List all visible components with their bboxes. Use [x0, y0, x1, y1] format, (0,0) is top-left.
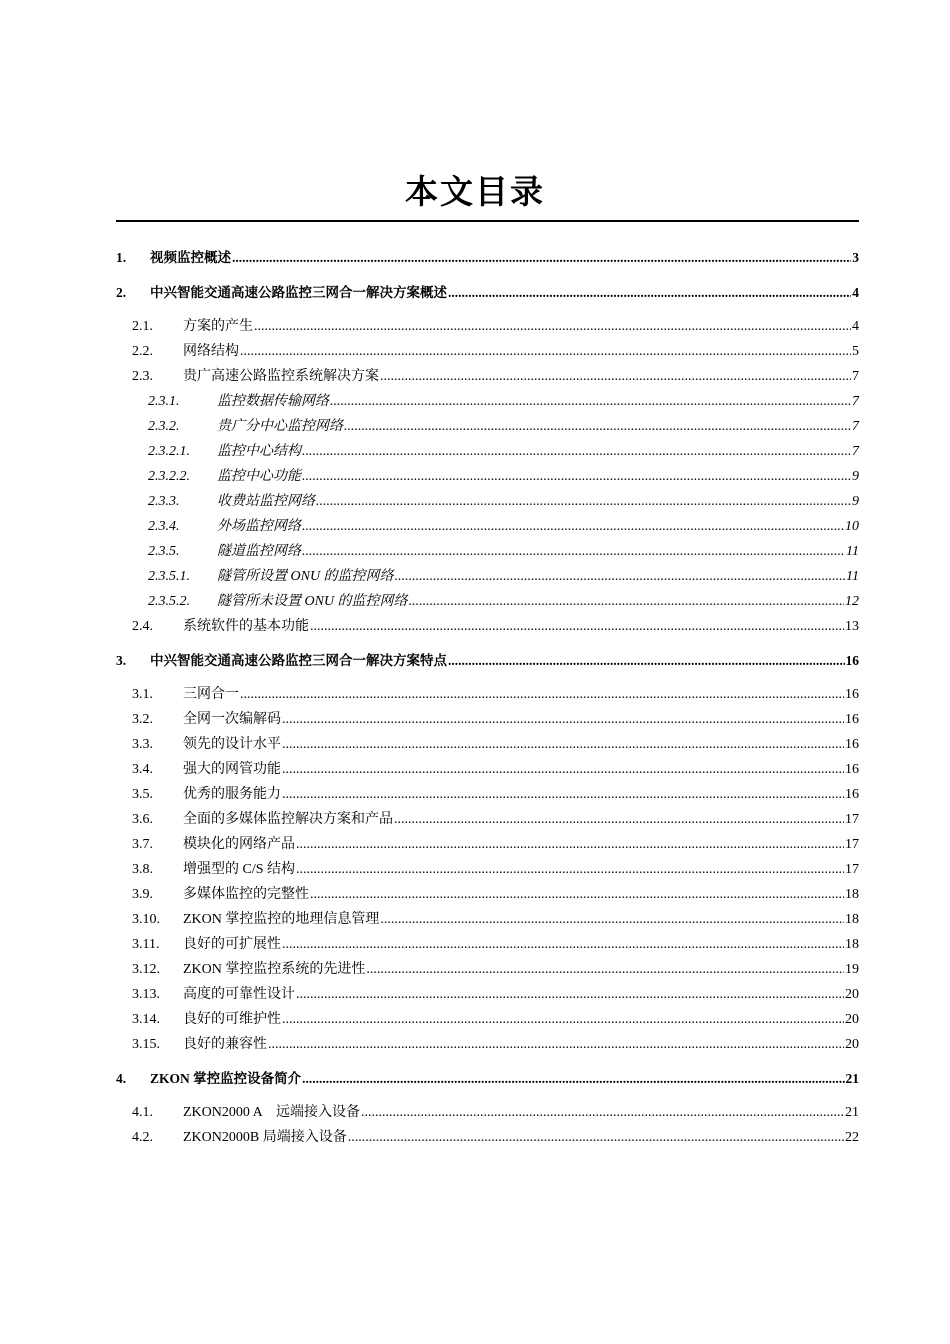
toc-dot-leader	[282, 787, 844, 803]
toc-entry-page-number: 17	[845, 862, 859, 877]
toc-entry-title[interactable]: 领先的设计水平	[183, 737, 281, 752]
toc-entry[interactable]	[132, 683, 859, 703]
toc-dot-leader	[302, 1071, 844, 1087]
toc-entry-title[interactable]: 增强型的 C/S 结构	[183, 862, 296, 877]
toc-dot-leader	[296, 837, 844, 853]
toc-entry-title[interactable]: 贵广高速公路监控系统解决方案	[183, 369, 379, 384]
toc-dot-leader	[254, 319, 851, 335]
toc-dot-leader	[316, 494, 851, 510]
toc-dot-leader	[232, 250, 851, 266]
toc-entry-page-number: 12	[845, 594, 859, 609]
toc-entry-number: 4.2.	[132, 1130, 153, 1145]
toc-entry-number: 2.3.4.	[148, 519, 180, 534]
toc-dot-leader	[361, 1105, 844, 1121]
toc-entry[interactable]	[148, 490, 859, 510]
toc-dot-leader	[448, 653, 845, 669]
toc-entry-number: 3.9.	[132, 887, 153, 902]
toc-dot-leader	[282, 762, 844, 778]
toc-entry-page-number: 4	[852, 285, 859, 300]
toc-dot-leader	[282, 737, 844, 753]
toc-entry-number: 2.1.	[132, 319, 153, 334]
toc-entry-title[interactable]: 全网一次编解码	[183, 712, 281, 727]
toc-entry[interactable]	[132, 315, 859, 335]
toc-entry[interactable]	[132, 708, 859, 728]
toc-entry-page-number: 16	[845, 712, 859, 727]
toc-entry-title[interactable]: ZKON2000 A 远端接入设备	[183, 1105, 360, 1120]
toc-entry[interactable]	[132, 908, 859, 928]
toc-dot-leader	[344, 419, 851, 435]
toc-entry-title[interactable]: 系统软件的基本功能	[183, 619, 309, 634]
toc-entry[interactable]	[132, 833, 859, 853]
toc-entry-number: 3.10.	[132, 912, 160, 927]
toc-entry-number: 2.3.1.	[148, 394, 180, 409]
toc-dot-leader	[366, 962, 844, 978]
toc-entry-page-number: 7	[852, 394, 859, 409]
toc-entry-title[interactable]: 优秀的服务能力	[183, 787, 281, 802]
toc-entry-page-number: 16	[845, 737, 859, 752]
toc-entry-number: 2.3.2.1.	[148, 444, 190, 459]
toc-entry-page-number: 18	[845, 887, 859, 902]
toc-entry-title[interactable]: 良好的可维护性	[183, 1012, 281, 1027]
toc-entry-title[interactable]: 方案的产生	[183, 319, 253, 334]
toc-dot-leader	[282, 712, 844, 728]
toc-entry-number: 3.	[116, 653, 127, 668]
toc-entry-title[interactable]: 视频监控概述	[150, 250, 231, 265]
toc-entry-page-number: 4	[852, 319, 859, 334]
toc-entry-page-number: 7	[852, 444, 859, 459]
toc-entry-title[interactable]: ZKON 掌控监控的地理信息管理	[183, 912, 380, 927]
toc-entry-page-number: 10	[845, 519, 859, 534]
toc-entry-title[interactable]: 三网合一	[183, 687, 239, 702]
toc-dot-leader	[394, 812, 844, 828]
toc-entry-number: 4.1.	[132, 1105, 153, 1120]
toc-entry-page-number: 7	[852, 419, 859, 434]
toc-entry-page-number: 5	[852, 344, 859, 359]
toc-entry-number: 3.7.	[132, 837, 153, 852]
toc-entry-page-number: 3	[852, 250, 859, 265]
toc-entry-number: 3.1.	[132, 687, 153, 702]
toc-entry[interactable]	[148, 440, 859, 460]
toc-entry-page-number: 21	[845, 1105, 859, 1120]
toc-entry[interactable]	[132, 365, 859, 385]
toc-entry[interactable]	[132, 1101, 859, 1121]
toc-entry-title[interactable]: ZKON2000B 局端接入设备	[183, 1130, 347, 1145]
toc-entry-number: 2.3.5.2.	[148, 594, 190, 609]
toc-dot-leader	[302, 469, 851, 485]
toc-entry-page-number: 16	[845, 653, 859, 668]
toc-entry[interactable]	[148, 590, 859, 610]
toc-dot-leader	[310, 619, 844, 635]
toc-entry[interactable]	[132, 340, 859, 360]
toc-entry[interactable]	[148, 465, 859, 485]
toc-entry[interactable]	[132, 858, 859, 878]
toc-entry[interactable]	[116, 1067, 859, 1087]
toc-entry[interactable]	[148, 515, 859, 535]
toc-entry-number: 2.3.5.1.	[148, 569, 190, 584]
toc-entry-title[interactable]: 监控数据传输网络	[217, 394, 329, 409]
toc-entry-page-number: 21	[845, 1071, 859, 1086]
toc-entry-title[interactable]: 外场监控网络	[217, 519, 301, 534]
toc-entry-title[interactable]: 网络结构	[183, 344, 239, 359]
toc-entry-title[interactable]: 隧管所设置 ONU 的监控网络	[217, 569, 394, 584]
toc-entry[interactable]	[132, 933, 859, 953]
toc-entry-page-number: 13	[845, 619, 859, 634]
toc-entry-page-number: 18	[845, 937, 859, 952]
toc-entry[interactable]	[116, 649, 859, 669]
toc-dot-leader	[268, 1037, 844, 1053]
toc-entry-number: 3.14.	[132, 1012, 160, 1027]
toc-entry-number: 3.5.	[132, 787, 153, 802]
toc-entry-title[interactable]: 监控中心功能	[217, 469, 301, 484]
toc-entry[interactable]	[132, 615, 859, 635]
toc-entry[interactable]	[132, 783, 859, 803]
toc-entry[interactable]	[132, 1126, 859, 1146]
toc-entry[interactable]	[148, 415, 859, 435]
toc-entry-number: 1.	[116, 250, 127, 265]
toc-entry-title[interactable]: 中兴智能交通高速公路监控三网合一解决方案概述	[150, 285, 447, 300]
toc-dot-leader	[302, 444, 851, 460]
toc-entry-number: 2.2.	[132, 344, 153, 359]
toc-entry-page-number: 11	[846, 544, 859, 559]
toc-entry-title[interactable]: ZKON 掌控监控系统的先进性	[183, 962, 366, 977]
toc-entry-number: 2.4.	[132, 619, 153, 634]
toc-entry-page-number: 19	[845, 962, 859, 977]
toc-entry[interactable]	[132, 758, 859, 778]
toc-dot-leader	[448, 285, 851, 301]
toc-entry-page-number: 20	[845, 1012, 859, 1027]
toc-entry-number: 2.3.2.2.	[148, 469, 190, 484]
toc-entry-number: 3.8.	[132, 862, 153, 877]
toc-entry-page-number: 18	[845, 912, 859, 927]
toc-entry-number: 3.12.	[132, 962, 160, 977]
toc-entry-page-number: 17	[845, 837, 859, 852]
toc-entry-page-number: 22	[845, 1130, 859, 1145]
toc-entry-page-number: 7	[852, 369, 859, 384]
toc-dot-leader	[395, 569, 845, 585]
toc-entry-page-number: 16	[845, 787, 859, 802]
toc-dot-leader	[282, 937, 844, 953]
toc-entry-title[interactable]: 良好的兼容性	[183, 1037, 267, 1052]
toc-entry[interactable]	[148, 565, 859, 585]
toc-entry-page-number: 11	[846, 569, 859, 584]
toc-entry-page-number: 9	[852, 469, 859, 484]
toc-entry-title[interactable]: 模块化的网络产品	[183, 837, 295, 852]
toc-entry[interactable]	[132, 883, 859, 903]
toc-entry-number: 3.11.	[132, 937, 160, 952]
toc-dot-leader	[409, 594, 844, 610]
toc-dot-leader	[296, 987, 844, 1003]
toc-dot-leader	[330, 394, 851, 410]
toc-entry[interactable]	[132, 733, 859, 753]
toc-entry-title[interactable]: 良好的可扩展性	[183, 937, 281, 952]
toc-entry-page-number: 20	[845, 987, 859, 1002]
toc-dot-leader	[282, 1012, 844, 1028]
toc-entry-page-number: 20	[845, 1037, 859, 1052]
toc-entry-page-number: 9	[852, 494, 859, 509]
toc-entry-number: 2.3.	[132, 369, 153, 384]
toc-entry-title[interactable]: 贵广分中心监控网络	[217, 419, 343, 434]
toc-entry[interactable]	[148, 390, 859, 410]
toc-entry[interactable]	[148, 540, 859, 560]
toc-entry-page-number: 16	[845, 687, 859, 702]
toc-entry-number: 2.3.2.	[148, 419, 180, 434]
toc-entry[interactable]	[132, 958, 859, 978]
toc-entry-title[interactable]: 全面的多媒体监控解决方案和产品	[183, 812, 393, 827]
toc-entry[interactable]	[116, 246, 859, 266]
toc-dot-leader	[380, 369, 851, 385]
toc-dot-leader	[296, 862, 844, 878]
toc-dot-leader	[240, 687, 844, 703]
toc-entry-number: 2.3.3.	[148, 494, 180, 509]
toc-entry-title[interactable]: 收费站监控网络	[217, 494, 315, 509]
toc-entry-page-number: 17	[845, 812, 859, 827]
toc-dot-leader	[240, 344, 851, 360]
page-title: 本文目录	[405, 172, 545, 211]
toc-entry-title[interactable]: 隧道监控网络	[217, 544, 301, 559]
toc-entry-number: 3.3.	[132, 737, 153, 752]
toc-dot-leader	[302, 519, 844, 535]
toc-entry-title[interactable]: 高度的可靠性设计	[183, 987, 295, 1002]
toc-entry[interactable]	[116, 281, 859, 301]
toc-entry-page-number: 16	[845, 762, 859, 777]
toc-dot-leader	[380, 912, 844, 928]
toc-entry-number: 3.13.	[132, 987, 160, 1002]
toc-entry-title[interactable]: 监控中心结构	[217, 444, 301, 459]
toc-dot-leader	[348, 1130, 844, 1146]
toc-entry[interactable]	[132, 808, 859, 828]
toc-entry-number: 3.6.	[132, 812, 153, 827]
toc-entry-number: 2.3.5.	[148, 544, 180, 559]
toc-entry[interactable]	[132, 1033, 859, 1053]
toc-entry[interactable]	[132, 1008, 859, 1028]
toc-entry-title[interactable]: ZKON 掌控监控设备简介	[150, 1071, 302, 1086]
toc-dot-leader	[302, 544, 845, 560]
toc-entry-number: 4.	[116, 1071, 127, 1086]
toc-entry-title[interactable]: 多媒体监控的完整性	[183, 887, 309, 902]
toc-entry-number: 3.4.	[132, 762, 153, 777]
toc-entry-number: 3.15.	[132, 1037, 160, 1052]
toc-dot-leader	[310, 887, 844, 903]
toc-entry-number: 2.	[116, 285, 127, 300]
toc-entry-title[interactable]: 隧管所未设置 ONU 的监控网络	[217, 594, 408, 609]
toc-entry-title[interactable]: 强大的网管功能	[183, 762, 281, 777]
toc-entry[interactable]	[132, 983, 859, 1003]
toc-entry-number: 3.2.	[132, 712, 153, 727]
toc-entry-title[interactable]: 中兴智能交通高速公路监控三网合一解决方案特点	[150, 653, 447, 668]
